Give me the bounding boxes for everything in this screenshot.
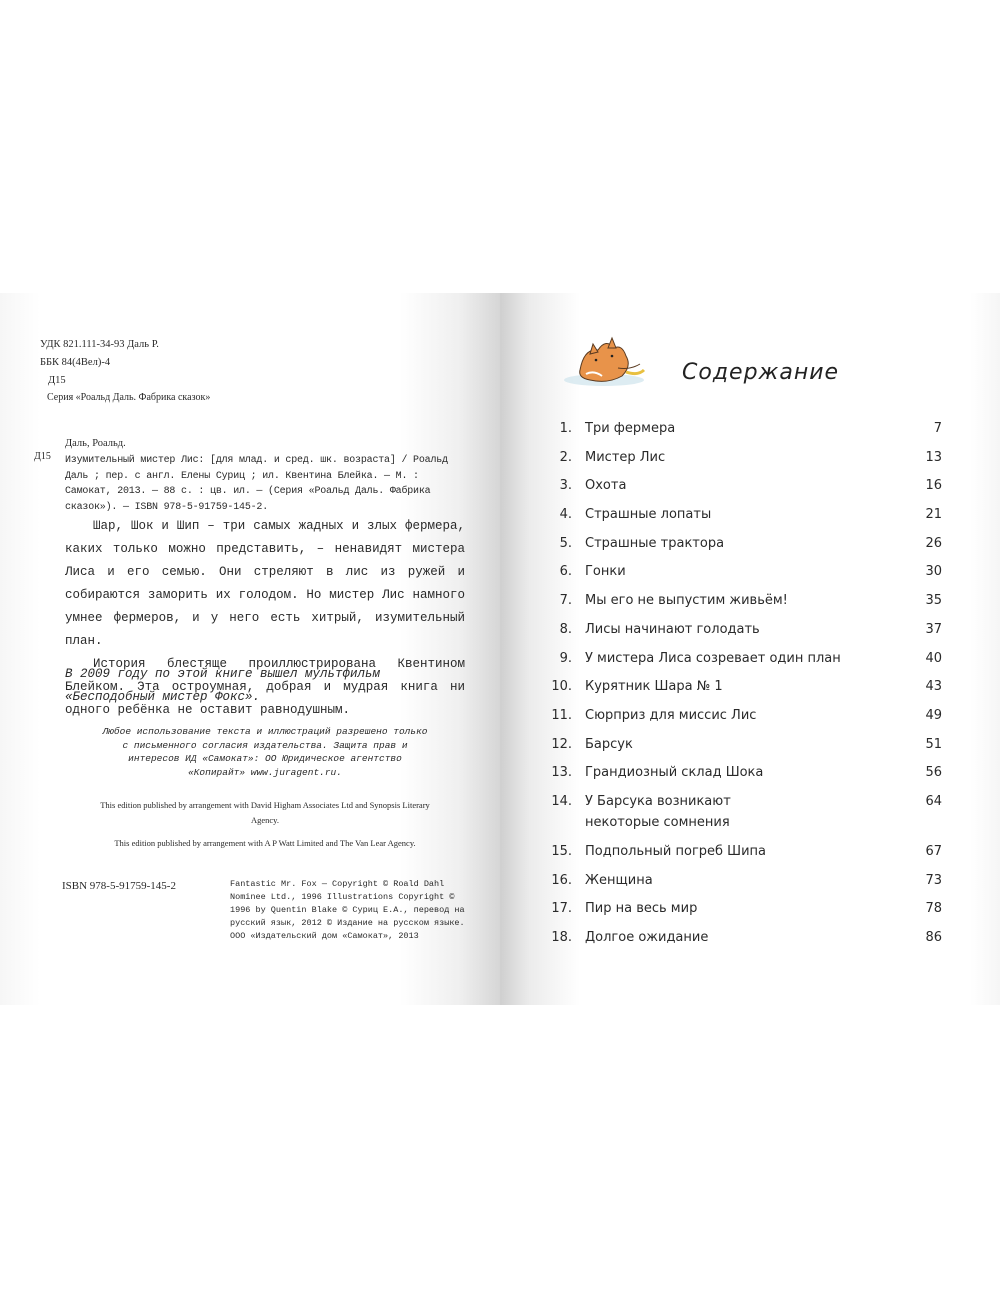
toc-page-number: 35: [925, 593, 942, 609]
toc-title: Содержание: [682, 360, 840, 385]
author-code: Д15: [34, 451, 51, 462]
toc-chapter-title: Лисы начинают голодать: [585, 621, 760, 637]
toc-chapter-title: Курятник Шара № 1: [585, 679, 723, 695]
toc-item[interactable]: [548, 561, 948, 590]
toc-chapter-title: Барсук: [585, 736, 633, 752]
table-of-contents: [548, 418, 948, 956]
toc-page-number: 73: [925, 872, 942, 888]
toc-chapter-title: Гонки: [585, 564, 626, 580]
annotation-paragraph-1: Шар, Шок и Шип – три самых жадных и злых фермера, каких только можно представить, – ненавидят мистера Лиса и его семью. Они стреляют в лис из ружей и собираются заморить их голодом. Но мистер Лис намного умнее фермеров, и у него есть хитрый, изумительный план.: [65, 519, 465, 648]
toc-chapter-title: Подпольный погреб Шипа: [585, 843, 766, 859]
toc-page-number: 7: [933, 421, 942, 436]
toc-page-number: 78: [925, 901, 942, 917]
toc-number: 16.: [551, 872, 572, 888]
toc-page-number: 21: [925, 507, 942, 523]
toc-page-number: 86: [925, 930, 942, 945]
toc-chapter-title: Мистер Лис: [585, 449, 666, 465]
toc-number: 8.: [559, 621, 572, 637]
annotation-paragraph-2: История блестяще проиллюстрирована Квентином Блейком. Эта остроумная, добрая и мудрая книга ни одного ребёнка не оставит равнодушным.: [65, 657, 465, 717]
udk-block: [40, 336, 159, 390]
toc-number: 12.: [551, 736, 572, 752]
toc-chapter-title-line-2: некоторые сомнения: [585, 814, 730, 830]
rights-notice: Любое использование текста и иллюстраций разрешено только с письменного согласия издательства. Защита прав и интересов ИД «Самокат»: ОО Юридическое агентство «Копирайт» www.juragent.ru.: [102, 726, 428, 778]
toc-number: 3.: [559, 478, 572, 494]
toc-chapter-title: [585, 791, 915, 833]
toc-page-number: 43: [925, 679, 942, 695]
toc-item[interactable]: [548, 418, 948, 447]
toc-page-number: 51: [925, 736, 942, 752]
toc-page-number: 30: [925, 564, 942, 580]
left-page: [0, 293, 500, 1005]
toc-page-number: 64: [925, 793, 942, 809]
toc-number: 11.: [551, 707, 572, 723]
toc-item[interactable]: [548, 648, 948, 677]
copyright-block: Fantastic Mr. Fox — Copyright © Roald Dahl Nominee Ltd., 1996 Illustrations Copyright © 1996 by Quentin Blake © Суриц Е.А., перевод на русский язык, 2012 © Издание на русском языке. ООО «Издательский дом «Самокат», 2013: [230, 879, 465, 941]
film-note: В 2009 году по этой книге вышел мультфильм «Бесподобный мистер Фокс».: [65, 667, 381, 704]
toc-item[interactable]: [548, 841, 948, 870]
toc-item[interactable]: [548, 791, 948, 841]
toc-number: 15.: [551, 843, 572, 859]
toc-number: 6.: [559, 564, 572, 580]
toc-page-number: 67: [925, 843, 942, 859]
toc-page-number: 26: [925, 535, 942, 551]
toc-page-number: 56: [925, 765, 942, 781]
toc-chapter-title: Охота: [585, 478, 627, 494]
toc-page-number: 13: [925, 449, 942, 465]
toc-number: 17.: [551, 901, 572, 917]
edition-note-1: This edition published by arrangement with David Higham Associates Ltd and Synopsis Literary Agency.: [100, 800, 430, 825]
toc-item[interactable]: [548, 504, 948, 533]
toc-item[interactable]: [548, 619, 948, 648]
toc-chapter-title: Страшные трактора: [585, 535, 725, 551]
toc-item[interactable]: [548, 762, 948, 791]
toc-chapter-title: Сюрприз для миссис Лис: [585, 707, 757, 723]
toc-item[interactable]: [548, 734, 948, 763]
toc-page-number: 16: [925, 478, 942, 494]
author-name: Даль, Роальд.: [65, 438, 126, 449]
bibliographic-record: Изумительный мистер Лис: [для млад. и сред. шк. возраста] / Роальд Даль ; пер. с англ. Елены Суриц ; ил. Квентина Блейка. — М. : Самокат, 2013. — 88 с. : цв. ил. — (Серия «Роальд Даль. Фабрика сказок»). — ISBN 978-5-91759-145-2.: [65, 455, 448, 513]
toc-page-number: 37: [925, 621, 942, 637]
edition-note-2: This edition published by arrangement with A P Watt Limited and The Van Lear Agency.: [114, 838, 416, 848]
author-mark-line: Д15: [48, 375, 66, 386]
toc-number: 2.: [559, 449, 572, 465]
toc-chapter-title-line-1: У Барсука возникают: [585, 793, 731, 809]
toc-number: 18.: [551, 930, 572, 945]
toc-item[interactable]: [548, 676, 948, 705]
toc-item[interactable]: [548, 870, 948, 899]
toc-number: 5.: [559, 535, 572, 551]
fox-illustration: [560, 330, 650, 392]
toc-number: 9.: [559, 650, 572, 666]
bbk-line: ББК 84(4Вел)-4: [40, 357, 111, 368]
toc-chapter-title: Женщина: [585, 872, 653, 888]
toc-number: 4.: [559, 507, 572, 523]
toc-item[interactable]: [548, 898, 948, 927]
isbn: ISBN 978-5-91759-145-2: [62, 880, 176, 892]
udk-line: УДК 821.111-34-93 Даль Р.: [40, 339, 159, 350]
toc-chapter-title: Долгое ожидание: [585, 930, 709, 945]
toc-item[interactable]: [548, 590, 948, 619]
toc-chapter-title: Мы его не выпустим живьём!: [585, 593, 788, 609]
toc-item[interactable]: [548, 447, 948, 476]
toc-number: 7.: [559, 593, 572, 609]
toc-page-number: 49: [925, 707, 942, 723]
toc-chapter-title: Грандиозный склад Шока: [585, 765, 764, 781]
toc-number: 14.: [551, 793, 572, 809]
toc-item[interactable]: [548, 927, 948, 956]
toc-chapter-title: У мистера Лиса созревает один план: [585, 650, 841, 666]
toc-item[interactable]: [548, 705, 948, 734]
toc-chapter-title: Три фермера: [585, 421, 676, 436]
toc-number: 10.: [551, 679, 572, 695]
toc-item[interactable]: [548, 533, 948, 562]
toc-number: 1.: [559, 421, 572, 436]
toc-chapter-title: Пир на весь мир: [585, 901, 698, 917]
series-line: Серия «Роальд Даль. Фабрика сказок»: [47, 392, 211, 403]
toc-number: 13.: [551, 765, 572, 781]
toc-item[interactable]: [548, 475, 948, 504]
toc-chapter-title: Страшные лопаты: [585, 507, 712, 523]
toc-page-number: 40: [925, 650, 942, 666]
